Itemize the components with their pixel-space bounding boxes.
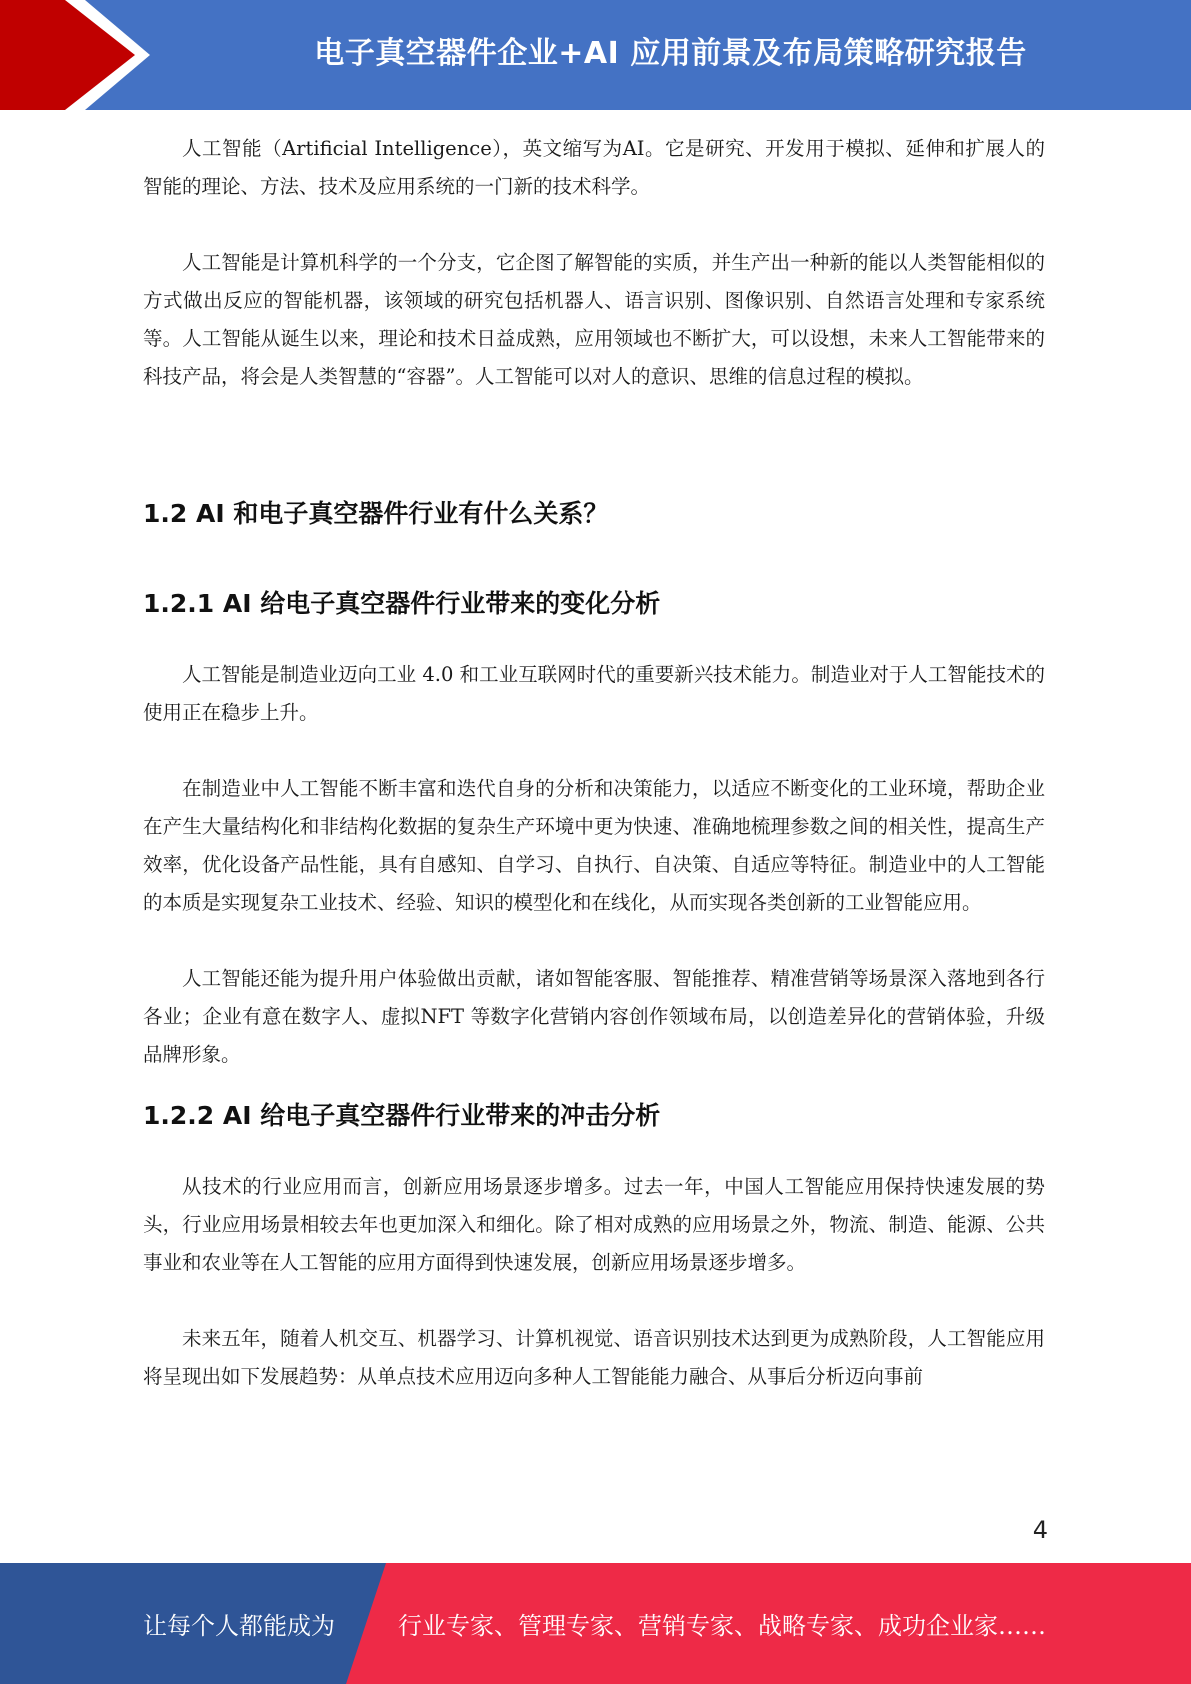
footer-slogan-left: 让每个人都能成为: [143, 1612, 335, 1640]
page-header: [0, 0, 1191, 110]
intro-paragraph: 人工智能（Artificial Intelligence），英文缩写为AI。它是研究、开发用于模拟、延伸和扩展人的智能的理论、方法、技术及应用系统的一门新的技术科学。: [143, 137, 1045, 198]
page-number: 4: [1032, 1516, 1048, 1544]
section-heading-1-2-1: 1.2.1 AI 给电子真空器件行业带来的变化分析: [143, 589, 661, 618]
report-title: 电子真空器件企业+AI 应用前景及布局策略研究报告: [314, 36, 1027, 71]
document-body: [143, 130, 1045, 1396]
page-footer: [0, 1563, 1191, 1684]
body-paragraph: 从技术的行业应用而言，创新应用场景逐步增多。过去一年，中国人工智能应用保持快速发展的势头，行业应用场景相较去年也更加深入和细化。除了相对成熟的应用场景之外，物流、制造、能源、公共事业和农业等在人工智能的应用方面得到快速发展，创新应用场景逐步增多。: [143, 1175, 1045, 1274]
section-heading-1-2-2: 1.2.2 AI 给电子真空器件行业带来的冲击分析: [143, 1101, 661, 1130]
body-paragraph: 人工智能是制造业迈向工业 4.0 和工业互联网时代的重要新兴技术能力。制造业对于人工智能技术的使用正在稳步上升。: [143, 663, 1045, 724]
intro-paragraph: 人工智能是计算机科学的一个分支，它企图了解智能的实质，并生产出一种新的能以人类智能相似的方式做出反应的智能机器，该领域的研究包括机器人、语言识别、图像识别、自然语言处理和专家系统等。人工智能从诞生以来，理论和技术日益成熟，应用领域也不断扩大，可以设想，未来人工智能带来的科技产品，将会是人类智慧的“容器”。人工智能可以对人的意识、思维的信息过程的模拟。: [143, 251, 1045, 388]
body-paragraph: 人工智能还能为提升用户体验做出贡献，诸如智能客服、智能推荐、精准营销等场景深入落地到各行各业；企业有意在数字人、虚拟NFT 等数字化营销内容创作领域布局，以创造差异化的营销体验，升级品牌形象。: [143, 967, 1045, 1066]
section-heading-1-2: 1.2 AI 和电子真空器件行业有什么关系？: [143, 499, 609, 528]
body-paragraph: 在制造业中人工智能不断丰富和迭代自身的分析和决策能力，以适应不断变化的工业环境，帮助企业在产生大量结构化和非结构化数据的复杂生产环境中更为快速、准确地梳理参数之间的相关性，提高生产效率，优化设备产品性能，具有自感知、自学习、自执行、自决策、自适应等特征。制造业中的人工智能的本质是实现复杂工业技术、经验、知识的模型化和在线化，从而实现各类创新的工业智能应用。: [143, 777, 1045, 914]
body-paragraph: 未来五年，随着人机交互、机器学习、计算机视觉、语音识别技术达到更为成熟阶段，人工智能应用将呈现出如下发展趋势：从单点技术应用迈向多种人工智能能力融合、从事后分析迈向事前: [143, 1327, 1045, 1388]
footer-slogan-right: 行业专家、管理专家、营销专家、战略专家、成功企业家……: [398, 1612, 1046, 1640]
header-chevron-graphic: [0, 0, 160, 110]
